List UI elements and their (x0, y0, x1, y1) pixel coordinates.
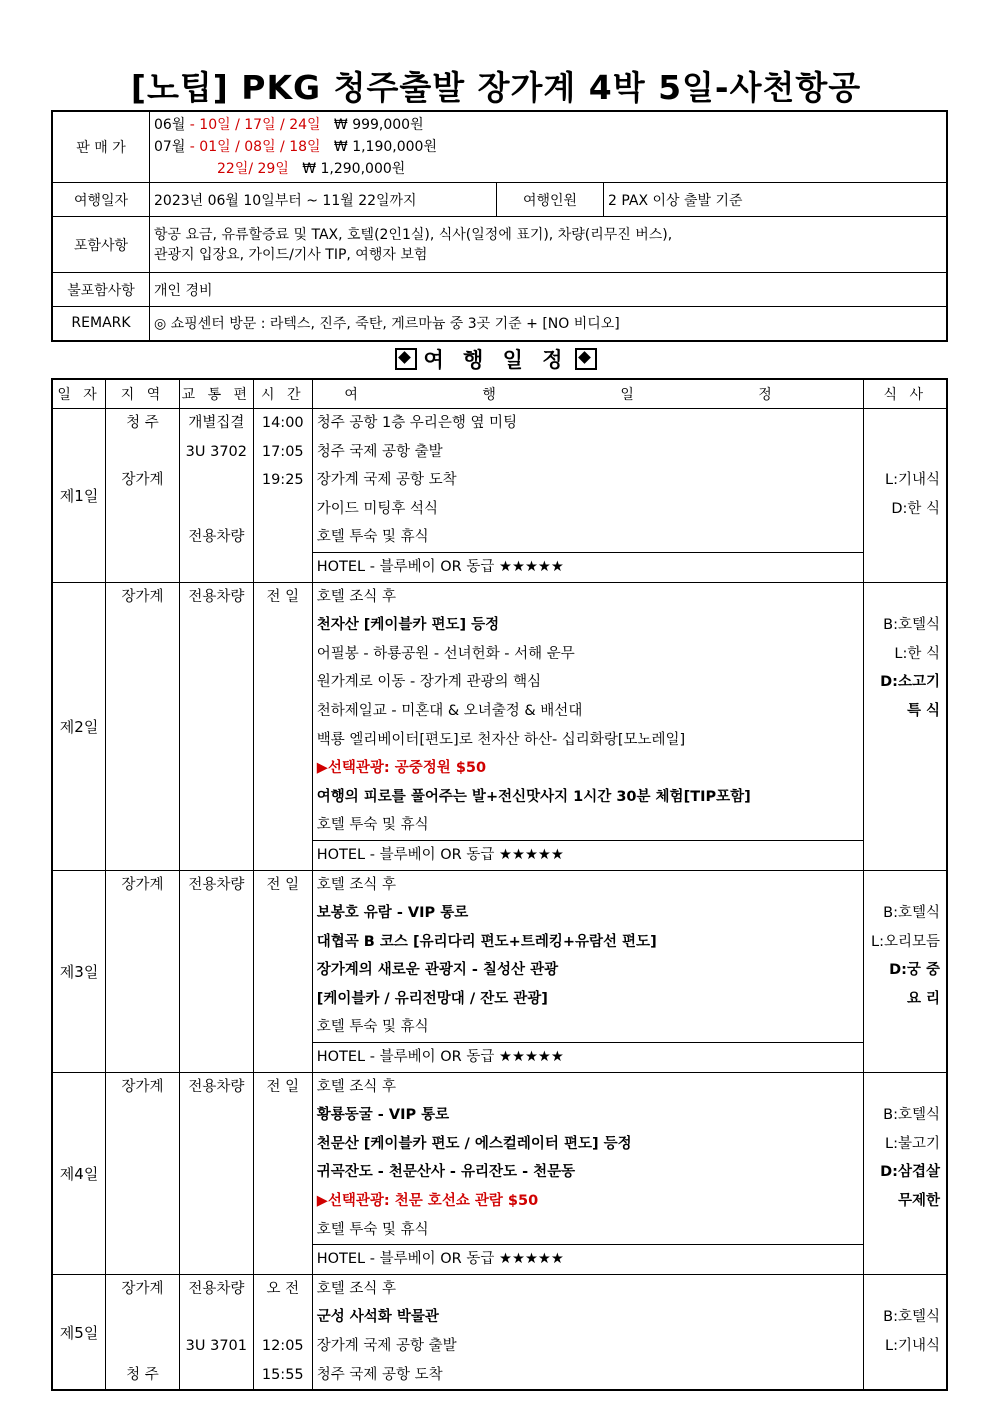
time-cell (253, 409, 312, 583)
region (106, 928, 179, 957)
time: 오 전 (266, 1280, 300, 1297)
meal-line (864, 871, 946, 900)
meal-line (864, 726, 946, 755)
time: 19:25 (261, 472, 304, 489)
period-value: 2023년 06월 10일부터 ~ 11월 22일까지 (150, 183, 497, 217)
day-row (52, 409, 947, 583)
itinerary-line: 천하제일교 - 미혼대 & 오녀출정 & 배선대 (316, 702, 583, 719)
section-title: 여 행 일 정 (423, 348, 569, 372)
time (254, 611, 312, 640)
itinerary-line: ▶선택관광: 천문 호선쇼 관람 $50 (316, 1193, 539, 1210)
region-cell (106, 1274, 180, 1390)
time (254, 1158, 312, 1187)
time (254, 523, 312, 552)
transport (180, 1013, 253, 1042)
transport (180, 611, 253, 640)
meal-line: L:기내식 (885, 1338, 940, 1354)
time: 전 일 (266, 1078, 300, 1095)
region-cell (106, 1072, 180, 1274)
region (106, 1158, 179, 1187)
price-month: 06월 (154, 117, 186, 133)
time (254, 1216, 312, 1245)
price-row (52, 111, 947, 183)
meal-line (864, 1216, 946, 1245)
transport: 3U 3702 (185, 443, 248, 460)
day-label: 제3일 (52, 870, 106, 1072)
meal-line (864, 1013, 946, 1042)
price-dates: - 01일 / 08일 / 18일 (185, 139, 321, 155)
itinerary-line: 호텔 조식 후 (316, 1078, 396, 1095)
day-row (52, 870, 947, 1072)
time (254, 640, 312, 669)
transport (180, 985, 253, 1014)
region: 장가계 (121, 588, 164, 605)
meal-line (864, 754, 946, 783)
itinerary-line: 천자산 [케이블카 편도] 등정 (316, 617, 500, 634)
time (254, 754, 312, 783)
transport (180, 726, 253, 755)
region (106, 811, 179, 840)
meal-line (864, 1244, 946, 1273)
region (106, 956, 179, 985)
time (254, 928, 312, 957)
meal-line (864, 1361, 946, 1390)
time-cell (253, 1072, 312, 1274)
region (106, 668, 179, 697)
price-month: 07월 (154, 139, 186, 155)
transport (180, 668, 253, 697)
region (106, 783, 179, 812)
region: 장가계 (121, 1078, 164, 1095)
itinerary-line: 장가계 국제 공항 도착 (316, 472, 457, 489)
itinerary-line: 호텔 조식 후 (316, 588, 396, 605)
price-dates: - 10일 / 17일 / 24일 (185, 117, 321, 133)
time: 전 일 (266, 876, 300, 893)
schedule-table (51, 378, 948, 1391)
region-cell (106, 870, 180, 1072)
region (106, 1187, 179, 1216)
region (106, 1013, 179, 1042)
price-label: 판 매 가 (52, 111, 150, 183)
include-cell (150, 217, 948, 273)
transport (180, 928, 253, 957)
meal-line: D:소고기 (880, 674, 940, 691)
region (106, 1216, 179, 1245)
hotel-line: HOTEL - 블루베이 OR 동급 ★★★★★ (313, 1042, 864, 1072)
time (254, 1303, 312, 1332)
time: 14:00 (261, 415, 304, 431)
itinerary-cell (312, 1072, 864, 1274)
itinerary-line: 장가계 국제 공항 출발 (316, 1338, 457, 1354)
time (254, 1013, 312, 1042)
meal-line (864, 1073, 946, 1102)
itinerary-cell (312, 870, 864, 1072)
meals-cell (864, 1274, 947, 1390)
region: 장가계 (121, 472, 164, 489)
meal-line (864, 438, 946, 467)
time-cell (253, 870, 312, 1072)
meals-cell (864, 582, 947, 870)
time (254, 1187, 312, 1216)
itinerary-line: ▶선택관광: 공중정원 $50 (316, 760, 487, 777)
region (106, 495, 179, 524)
meals-cell (864, 870, 947, 1072)
pax-label: 여행인원 (497, 183, 604, 217)
meal-line: D:삼겹살 (880, 1164, 940, 1181)
itinerary-line: 어필봉 - 하룡공원 - 선녀헌화 - 서해 운무 (316, 645, 575, 662)
region-cell (106, 409, 180, 583)
include-label: 포함사항 (52, 217, 150, 273)
itinerary-line: 천문산 [케이블카 편도 / 에스컬레이터 편도] 등정 (316, 1135, 632, 1152)
itinerary-line: 호텔 조식 후 (316, 1280, 396, 1297)
remark-row (52, 307, 947, 341)
meal-line: B:호텔식 (883, 1107, 940, 1124)
day-row (52, 1274, 947, 1390)
time (254, 1101, 312, 1130)
day-label: 제5일 (52, 1274, 106, 1390)
time (254, 811, 312, 840)
time (254, 899, 312, 928)
region-cell (106, 582, 180, 870)
transport: 개별집결 (188, 415, 245, 431)
transport-cell (179, 1072, 253, 1274)
itinerary-line: 보봉호 유람 - VIP 통로 (316, 905, 469, 922)
meal-line: B:호텔식 (883, 617, 940, 634)
transport (180, 811, 253, 840)
region (106, 697, 179, 726)
header-meals: 식 사 (864, 379, 947, 409)
itinerary-line: 귀곡잔도 - 천문산사 - 유리잔도 - 천문동 (316, 1164, 576, 1181)
header-time: 시 간 (253, 379, 312, 409)
itinerary-line: 호텔 조식 후 (316, 876, 396, 893)
remark-label: REMARK (52, 307, 150, 341)
day-label: 제1일 (52, 409, 106, 583)
diamond-icon (575, 348, 597, 370)
time (254, 956, 312, 985)
region (106, 754, 179, 783)
meal-line (864, 552, 946, 581)
period-label: 여행일자 (52, 183, 150, 217)
price-line (154, 114, 942, 136)
transport (180, 754, 253, 783)
itinerary-line: 황룡동굴 - VIP 통로 (316, 1107, 450, 1124)
transport (180, 1187, 253, 1216)
transport-cell (179, 1274, 253, 1390)
region: 장가계 (121, 876, 164, 893)
meal-line: B:호텔식 (883, 905, 940, 922)
region (106, 1130, 179, 1159)
region (106, 1101, 179, 1130)
transport (180, 640, 253, 669)
transport (180, 1101, 253, 1130)
time (254, 985, 312, 1014)
meal-line: L:기내식 (885, 472, 940, 489)
itinerary-line: 호텔 투숙 및 휴식 (316, 1019, 429, 1036)
meal-line: D:한 식 (891, 500, 940, 517)
exclude-row (52, 273, 947, 307)
itinerary-line: 청주 국제 공항 도착 (316, 1366, 443, 1383)
meal-line: L:오리모듬 (871, 933, 940, 950)
time (254, 668, 312, 697)
region (106, 640, 179, 669)
period-row (52, 183, 947, 217)
remark-value: ◎ 쇼핑센터 방문 : 라텍스, 진주, 죽탄, 게르마늄 중 3곳 기준 + [NO 비디오] (150, 307, 948, 341)
meal-line (864, 840, 946, 869)
price-amount: ₩ 1,290,000원 (302, 161, 406, 177)
exclude-label: 불포함사항 (52, 273, 150, 307)
header-day: 일 자 (52, 379, 106, 409)
itinerary-line: 청주 공항 1층 우리은행 옆 미팅 (316, 415, 518, 431)
meal-line: 무제한 (897, 1193, 940, 1210)
region (106, 899, 179, 928)
transport (180, 1158, 253, 1187)
time (254, 1130, 312, 1159)
itinerary-line: 호텔 투숙 및 휴식 (316, 529, 429, 546)
transport: 전용차량 (188, 529, 245, 546)
itinerary-cell (312, 582, 864, 870)
time (254, 495, 312, 524)
transport (180, 1361, 253, 1390)
transport (180, 783, 253, 812)
meal-line: 특 식 (906, 702, 940, 719)
transport (180, 899, 253, 928)
region: 청 주 (126, 1366, 159, 1383)
meal-line (864, 583, 946, 612)
transport-cell (179, 409, 253, 583)
itinerary-line: 군성 사석화 박물관 (316, 1309, 439, 1326)
meal-line (864, 811, 946, 840)
meal-line (864, 1042, 946, 1071)
time: 15:55 (261, 1366, 304, 1383)
itinerary-line: 호텔 투숙 및 휴식 (316, 817, 429, 834)
day-label: 제2일 (52, 582, 106, 870)
region (106, 523, 179, 552)
include-line: 항공 요금, 유류할증료 및 TAX, 호텔(2인1실), 식사(일정에 표기), 차량(리무진 버스), (154, 226, 673, 243)
transport: 전용차량 (188, 876, 245, 893)
time: 17:05 (261, 443, 304, 460)
hotel-line: HOTEL - 블루베이 OR 동급 ★★★★★ (313, 552, 864, 582)
itinerary-line: 호텔 투숙 및 휴식 (316, 1221, 429, 1238)
meals-cell (864, 1072, 947, 1274)
region (106, 1303, 179, 1332)
hotel-line: HOTEL - 블루베이 OR 동급 ★★★★★ (313, 1244, 864, 1274)
header-itinerary: 여 행 일 정 (312, 379, 864, 409)
transport: 전용차량 (188, 588, 245, 605)
time (254, 726, 312, 755)
time-cell (253, 1274, 312, 1390)
diamond-icon (395, 348, 417, 370)
transport (180, 495, 253, 524)
meals-cell (864, 409, 947, 583)
include-line: 관광지 입장요, 가이드/기사 TIP, 여행자 보험 (154, 246, 428, 263)
day-row (52, 1072, 947, 1274)
transport (180, 1130, 253, 1159)
region: 청 주 (126, 415, 159, 431)
itinerary-cell (312, 409, 864, 583)
time: 12:05 (261, 1338, 304, 1354)
transport (180, 1303, 253, 1332)
transport: 3U 3701 (185, 1338, 248, 1354)
meal-line (864, 783, 946, 812)
include-row (52, 217, 947, 273)
transport (180, 956, 253, 985)
itinerary-line: 여행의 피로를 풀어주는 발+전신맛사지 1시간 30분 체험[TIP포함] (316, 788, 751, 805)
itinerary-line: 장가계의 새로운 관광지 - 칠성산 관광 (316, 962, 559, 979)
header-transport: 교 통 편 (179, 379, 253, 409)
meal-line: L:한 식 (894, 645, 940, 662)
itinerary-line: [케이블카 / 유리전망대 / 잔도 관광] (316, 990, 548, 1007)
itinerary-line: 가이드 미팅후 석식 (316, 500, 438, 517)
itinerary-line: 청주 국제 공항 출발 (316, 443, 443, 460)
price-dates: 22일/ 29일 (217, 161, 289, 177)
price-line (154, 158, 942, 180)
itinerary-line: 백룡 엘리베이터[편도]로 천자산 하산- 십리화랑[모노레일] (316, 731, 686, 748)
meal-line (864, 523, 946, 552)
region (106, 611, 179, 640)
meal-line: B:호텔식 (883, 1309, 940, 1326)
price-cell (150, 111, 948, 183)
transport (180, 1216, 253, 1245)
time (254, 783, 312, 812)
header-region: 지 역 (106, 379, 180, 409)
meal-line: 요 리 (906, 990, 940, 1007)
pax-value: 2 PAX 이상 출발 기준 (604, 183, 948, 217)
section-heading (0, 344, 992, 374)
region (106, 726, 179, 755)
meal-line: L:불고기 (885, 1135, 940, 1152)
itinerary-line: 원가계로 이동 - 장가계 관광의 핵심 (316, 674, 542, 691)
region: 장가계 (121, 1280, 164, 1297)
itinerary-cell (312, 1274, 864, 1390)
region (106, 985, 179, 1014)
transport-cell (179, 582, 253, 870)
time (254, 697, 312, 726)
transport-cell (179, 870, 253, 1072)
region (106, 1332, 179, 1361)
time-cell (253, 582, 312, 870)
transport: 전용차량 (188, 1280, 245, 1297)
region (106, 438, 179, 467)
exclude-value: 개인 경비 (150, 273, 948, 307)
meal-line: D:궁 중 (889, 962, 940, 979)
info-table (51, 110, 948, 342)
time: 전 일 (266, 588, 300, 605)
price-line (154, 136, 942, 158)
day-row (52, 582, 947, 870)
itinerary-line: 대협곡 B 코스 [유리다리 편도+트레킹+유람선 편도] (316, 933, 657, 950)
schedule-header (52, 379, 947, 409)
meal-line (864, 409, 946, 438)
meal-line (864, 1275, 946, 1304)
transport: 전용차량 (188, 1078, 245, 1095)
transport (180, 697, 253, 726)
transport (180, 466, 253, 495)
price-amount: ₩ 1,190,000원 (333, 139, 437, 155)
page-title: [노팁] PKG 청주출발 장가계 4박 5일-사천항공 (130, 68, 862, 107)
hotel-line: HOTEL - 블루베이 OR 동급 ★★★★★ (313, 840, 864, 870)
price-amount: ₩ 999,000원 (333, 117, 424, 133)
day-label: 제4일 (52, 1072, 106, 1274)
